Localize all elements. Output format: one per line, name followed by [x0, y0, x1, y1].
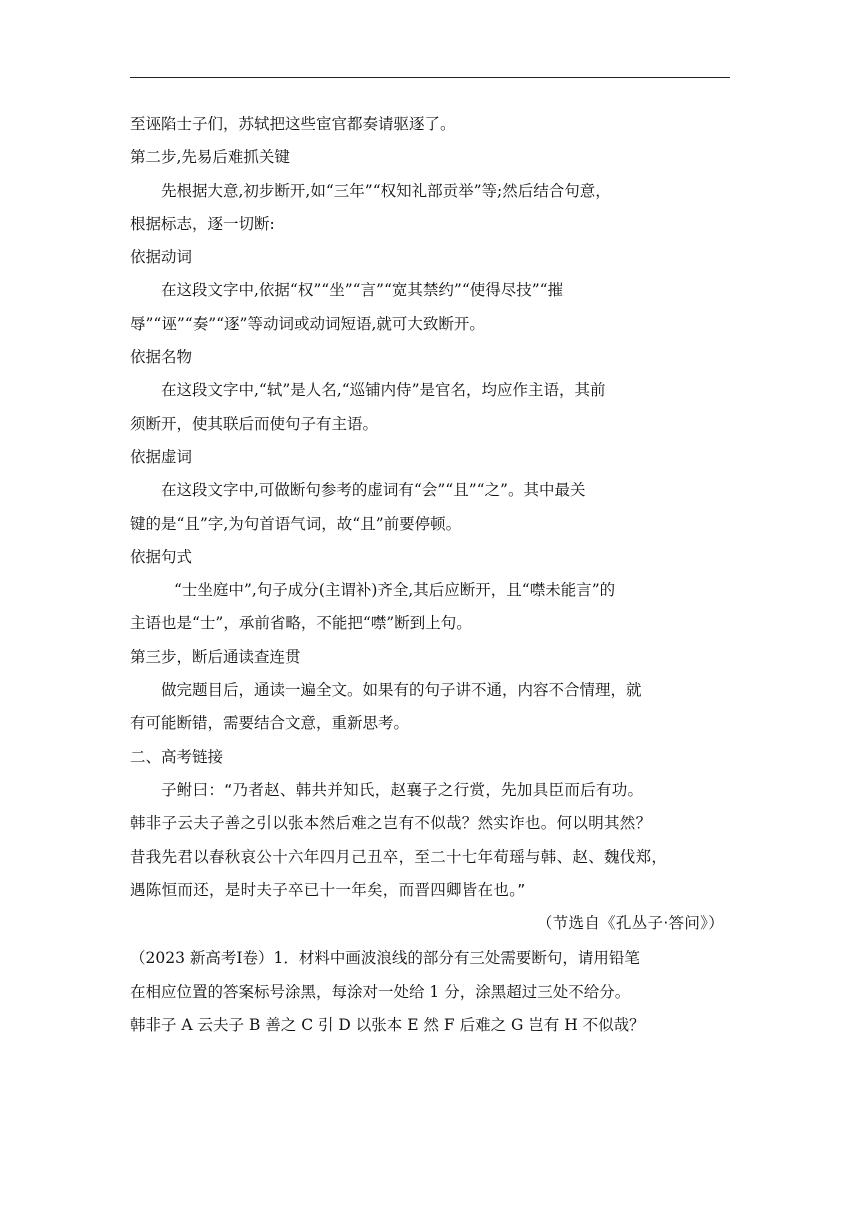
step-heading: 第三步，断后通读查连贯: [130, 647, 301, 666]
classical-text-line: 子鲋曰：“乃者赵、韩共并知氏，赵襄子之行赏，先加具臣而后有功。: [161, 780, 644, 799]
paragraph-line: 在这段文字中,“轼”是人名,“巡铺内侍”是官名，均应作主语，其前: [161, 381, 606, 400]
paragraph-line: 有可能断错，需要结合文意，重新思考。: [130, 714, 410, 733]
paragraph-line: 做完题目后，通读一遍全文。如果有的句子讲不通，内容不合情理，就: [161, 681, 642, 700]
classical-text-line: 韩非子云夫子善之引以张本然后难之岂有不似哉？然实诈也。何以明其然？: [130, 814, 652, 833]
subheading: 依据句式: [130, 547, 193, 566]
paragraph-line: 键的是“且”字,为句首语气词，故“且”前要停顿。: [130, 514, 462, 533]
paragraph-line: 在这段文字中,依据“权”“坐”“言”“宽其禁约”“使得尽技”“摧: [161, 281, 564, 300]
subheading: 依据名物: [130, 348, 193, 367]
question-line: 在相应位置的答案标号涂黑，每涂对一处给 1 分，涂黑超过三处不给分。: [130, 982, 631, 1001]
classical-text-line: 遇陈恒而还，是时夫子卒已十一年矣，而晋四卿皆在也。”: [130, 880, 526, 899]
question-options: 韩非子 A 云夫子 B 善之 C 引 D 以张本 E 然 F 后难之 G 岂有 H 不似哉？: [130, 1016, 645, 1035]
paragraph-line: 辱”“诬”“奏”“逐”等动词或动词短语,就可大致断开。: [130, 314, 485, 333]
paragraph-line: “士坐庭中”,句子成分(主谓补)齐全,其后应断开，且“噤未能言”的: [174, 581, 616, 600]
section-heading: 二、高考链接: [130, 747, 224, 766]
classical-text-line: 昔我先君以春秋哀公十六年四月己丑卒，至二十七年荀瑶与韩、赵、魏伐郑，: [130, 847, 668, 866]
source-citation: （节选自《孔丛子·答问》）: [536, 914, 724, 933]
paragraph-line: 在这段文字中,可做断句参考的虚词有“会”“且”“之”。其中最关: [161, 481, 586, 500]
subheading: 依据虚词: [130, 447, 193, 466]
paragraph-line: 至诬陷士子们，苏轼把这些宦官都奏请驱逐了。: [130, 115, 456, 133]
header-rule: [130, 77, 730, 78]
paragraph-line: 先根据大意,初步断开,如“三年”“权知礼部贡举”等;然后结合句意，: [161, 181, 611, 200]
step-heading: 第二步,先易后难抓关键: [130, 148, 290, 167]
paragraph-line: 主语也是“士”，承前省略，不能把“噤”断到上句。: [130, 614, 472, 633]
document-body: [130, 108, 730, 1042]
subheading: 依据动词: [130, 248, 193, 267]
question-line: （2023 新高考Ⅰ卷）1．材料中画波浪线的部分有三处需要断句，请用铅笔: [130, 949, 640, 968]
paragraph-line: 须断开，使其联后而使句子有主语。: [130, 414, 379, 433]
paragraph-line: 根据标志，逐一切断:: [130, 214, 275, 233]
